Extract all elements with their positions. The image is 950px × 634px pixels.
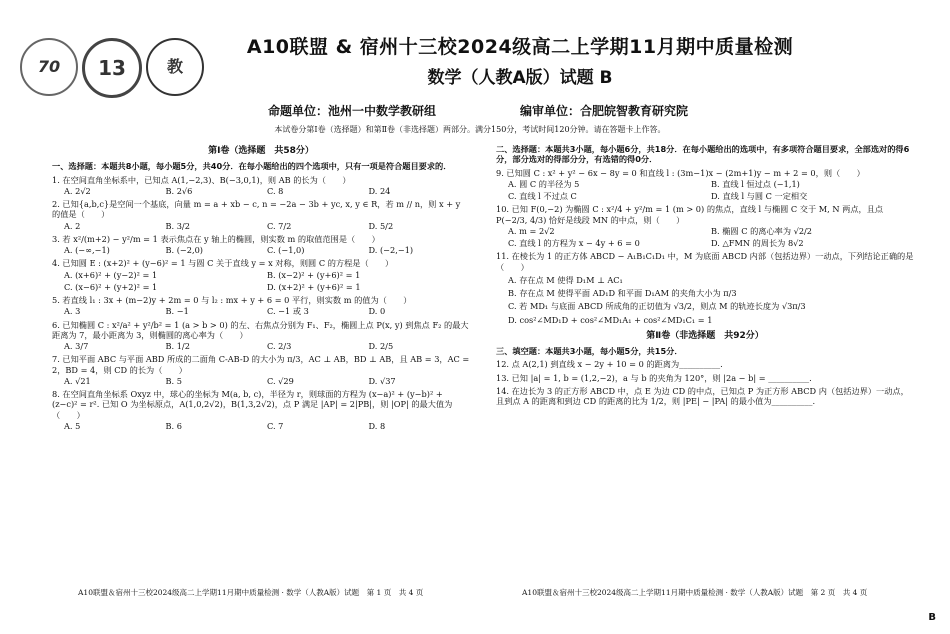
option: D. (x+2)² + (y+6)² = 1 (267, 281, 361, 292)
option: C. (−1,0) (267, 245, 305, 255)
question-stem: 11. 在棱长为 1 的正方体 ABCD − A₁B₁C₁D₁ 中，M 为底面 ABCD 内部（包括边界）一动点，下列结论正确的是（ ） (496, 251, 914, 272)
option: B. 5 (165, 375, 182, 386)
option: C. 7 (267, 420, 284, 431)
option: B. 2√6 (165, 185, 193, 196)
option: C. −1 或 3 (267, 306, 309, 317)
question-stem: 10. 已知 F(0,−2) 为椭圆 C : x²/4 + y²/m = 1 (m > 0) 的焦点，直线 l 与椭圆 C 交于 M, N 两点，且点 P(−2/3, 4/3) 恰好是线段 MN 的中点，则（ ） (496, 204, 884, 225)
question-stem: 1. 在空间直角坐标系中，已知点 A(1,−2,3)、B(−3,0,1)，则 AB 的长为（ ） (52, 174, 351, 185)
option: A. 3 (64, 306, 81, 317)
option: D. 直线 l 与圆 C 一定相交 (711, 191, 808, 201)
fill-question: 12. 点 A(2,1) 到直线 x − 2y + 10 = 0 的距离为__________. (496, 359, 723, 370)
left-column (52, 144, 470, 433)
exam-note: 本试卷分第Ⅰ卷（选择题）和第Ⅱ卷（非选择题）两部分。满分150分，考试时间120分钟。请在答题卡上作答。 (274, 125, 666, 134)
option: A. m = 2√2 (508, 225, 555, 236)
question-options (64, 270, 470, 293)
question-options (64, 306, 470, 316)
option: A. 2√2 (64, 185, 91, 196)
option: A. 存在点 M 使得 D₁M ⊥ AC₁ (508, 274, 623, 285)
option: D. △FMN 的周长为 8√2 (711, 238, 804, 248)
question-options (508, 179, 914, 202)
option: B. 直线 l 恒过点 (−1,1) (711, 178, 800, 189)
right-column (496, 144, 914, 407)
question-stem: 4. 已知圆 E : (x+2)² + (y−6)² = 1 与圆 C 关于直线 y = x 对称，则圆 C 的方程是（ ） (52, 258, 394, 269)
right-footer: A10联盟＆宿州十三校2024级高二上学期11月期中质量检测 · 数学（人教A版）试题 第 2 页 共 4 页 (522, 588, 868, 597)
option: B. 3/2 (165, 220, 190, 231)
question-options (64, 376, 470, 386)
author-unit: 命题单位：池州一中数学教研组 (268, 104, 437, 118)
section3-instructions: 三、填空题：本题共3小题，每小题5分，共15分． (496, 346, 683, 356)
school-seal-logo (20, 38, 78, 96)
section1-instructions: 一、选择题：本题共8小题，每小题5分，共40分．在每小题给出的四个选项中，只有一项是符合题目要求的． (52, 161, 452, 172)
question-stem: 8. 在空间直角坐标系 Oxyz 中，球心的坐标为 M(a, b, c)，半径为 r，则球面的方程为 (x−a)² + (y−b)² + (z−c)² = r². 已知 O 为坐标原点，A(1,0,2√2)，B(1,3,2√2)，点 P 满足 |AP| = 2|PB|，则 |OP| 的最大值为（ ） (52, 389, 453, 420)
logo-text: 70 (37, 57, 61, 76)
left-footer: A10联盟＆宿州十三校2024级高二上学期11月期中质量检测 · 数学（人教A版）试题 第 1 页 共 4 页 (78, 588, 424, 597)
fill-question: 14. 在边长为 3 的正方形 ABCD 中，点 E 为边 CD 的中点，已知点 P 为正方形 ABCD 内（包括边界）一动点，且到点 A 的距离和到边 CD 的距离的比为 1/2，则 |PE| − |PA| 的最小值为__________. (496, 385, 909, 406)
question-options (64, 186, 470, 196)
option: D. cos²∠MD₁D + cos²∠MD₁A₁ + cos²∠MD₁C₁ = 1 (508, 314, 713, 325)
option: B. 存在点 M 使得平面 AD₁D 和平面 D₁AM 的夹角大小为 π/3 (508, 288, 737, 298)
exam-title: A10联盟 & 宿州十三校2024级高二上学期11月期中质量检测 (246, 36, 794, 58)
option: A. 圆 C 的半径为 5 (508, 178, 580, 189)
section2-instructions: 二、选择题：本题共3小题，每小题6分，共18分．在每小题给出的选项中，有多项符合题目要求，全部选对的得6分，部分选对的得部分分，有选错的得0分． (496, 144, 910, 165)
option: A. (−∞,−1) (64, 245, 110, 255)
question-options (508, 275, 914, 325)
question-stem: 9. 已知圆 C : x² + y² − 6x − 8y = 0 和直线 l : (3m−1)x − (2m+1)y − m + 2 = 0，则（ ） (496, 167, 865, 178)
question-stem: 6. 已知椭圆 C : x²/a² + y²/b² = 1 (a > b > 0) 的左、右焦点分别为 F₁、F₂，椭圆上点 P(x, y) 到焦点 F₂ 的最大距离为 7，最小距离为 3，则椭圆的离心率为（ ） (52, 319, 469, 340)
option: D. (−2,−1) (368, 245, 414, 255)
review-unit: 编审单位：合肥皖智教育研究院 (520, 104, 689, 118)
option: D. 24 (368, 185, 391, 196)
thirteen-logo (82, 38, 142, 98)
version-letter: B (928, 612, 936, 623)
logo-text: 教 (166, 57, 183, 76)
option: A. √21 (64, 375, 91, 386)
part1-heading: 第Ⅰ卷（选择题 共58分） (208, 146, 314, 156)
option: A. (x+6)² + (y−2)² = 1 (64, 269, 158, 280)
option: B. −1 (165, 306, 189, 317)
question-stem: 7. 已知平面 ABC 与平面 ABD 所成的二面角 C-AB-D 的大小为 π/3，AC ⊥ AB，BD ⊥ AB，且 AB = 3，AC = 2，BD = 4，则 CD 的长为（ ） (52, 354, 470, 375)
question-options (508, 226, 914, 249)
option: C. 直线 l 的方程为 x − 4y + 6 = 0 (508, 238, 640, 248)
option: B. 椭圆 C 的离心率为 √2/2 (711, 225, 813, 236)
option: B. (x−2)² + (y+6)² = 1 (267, 269, 361, 280)
option: C. 直线 l 不过点 C (508, 191, 577, 201)
question-stem: 5. 若直线 l₁ : 3x + (m−2)y + 2m = 0 与 l₂ : mx + y + 6 = 0 平行，则实数 m 的值为（ ） (52, 295, 412, 305)
option: D. 2/5 (368, 341, 394, 351)
option: C. 2/3 (267, 341, 292, 351)
logo-text: 13 (98, 55, 126, 80)
option: B. (−2,0) (165, 245, 203, 255)
option: C. (x−6)² + (y+2)² = 1 (64, 281, 158, 292)
option: D. 8 (368, 420, 386, 431)
option: D. 0 (368, 306, 386, 317)
exam-subtitle: 数学（人教A版）试题 B (427, 68, 613, 88)
option: D. 5/2 (368, 220, 394, 231)
option: B. 1/2 (165, 341, 190, 351)
part2-heading: 第Ⅱ卷（非选择题 共92分） (646, 330, 764, 341)
question-options (64, 341, 470, 351)
option: C. √29 (267, 375, 294, 386)
option: B. 6 (165, 420, 182, 431)
option: A. 2 (64, 220, 81, 231)
option: C. 若 MD₁ 与底面 ABCD 所成角的正切值为 √3/2，则点 M 的轨迹长度为 √3π/3 (508, 301, 806, 312)
question-stem: 2. 已知{a,b,c}是空间一个基底，向量 m = a + xb − c, n = −2a − 3b + yc, x, y ∈ R，若 m // n，则 x + y 的值是（ ） (52, 199, 461, 220)
question-options (64, 421, 470, 431)
education-logo (146, 38, 204, 96)
option: A. 3/7 (64, 341, 89, 351)
fill-question: 13. 已知 |a| = 1, b = (1,2,−2)，a 与 b 的夹角为 120°，则 |2a − b| = __________. (496, 372, 812, 383)
question-options (64, 221, 470, 231)
option: D. √37 (368, 375, 396, 386)
question-options (64, 245, 470, 255)
option: C. 8 (267, 185, 284, 196)
question-stem: 3. 若 x²/(m+2) − y²/m = 1 表示焦点在 y 轴上的椭圆，则实数 m 的取值范围是（ ） (52, 233, 380, 244)
option: C. 7/2 (267, 220, 292, 231)
option: A. 5 (64, 420, 81, 431)
